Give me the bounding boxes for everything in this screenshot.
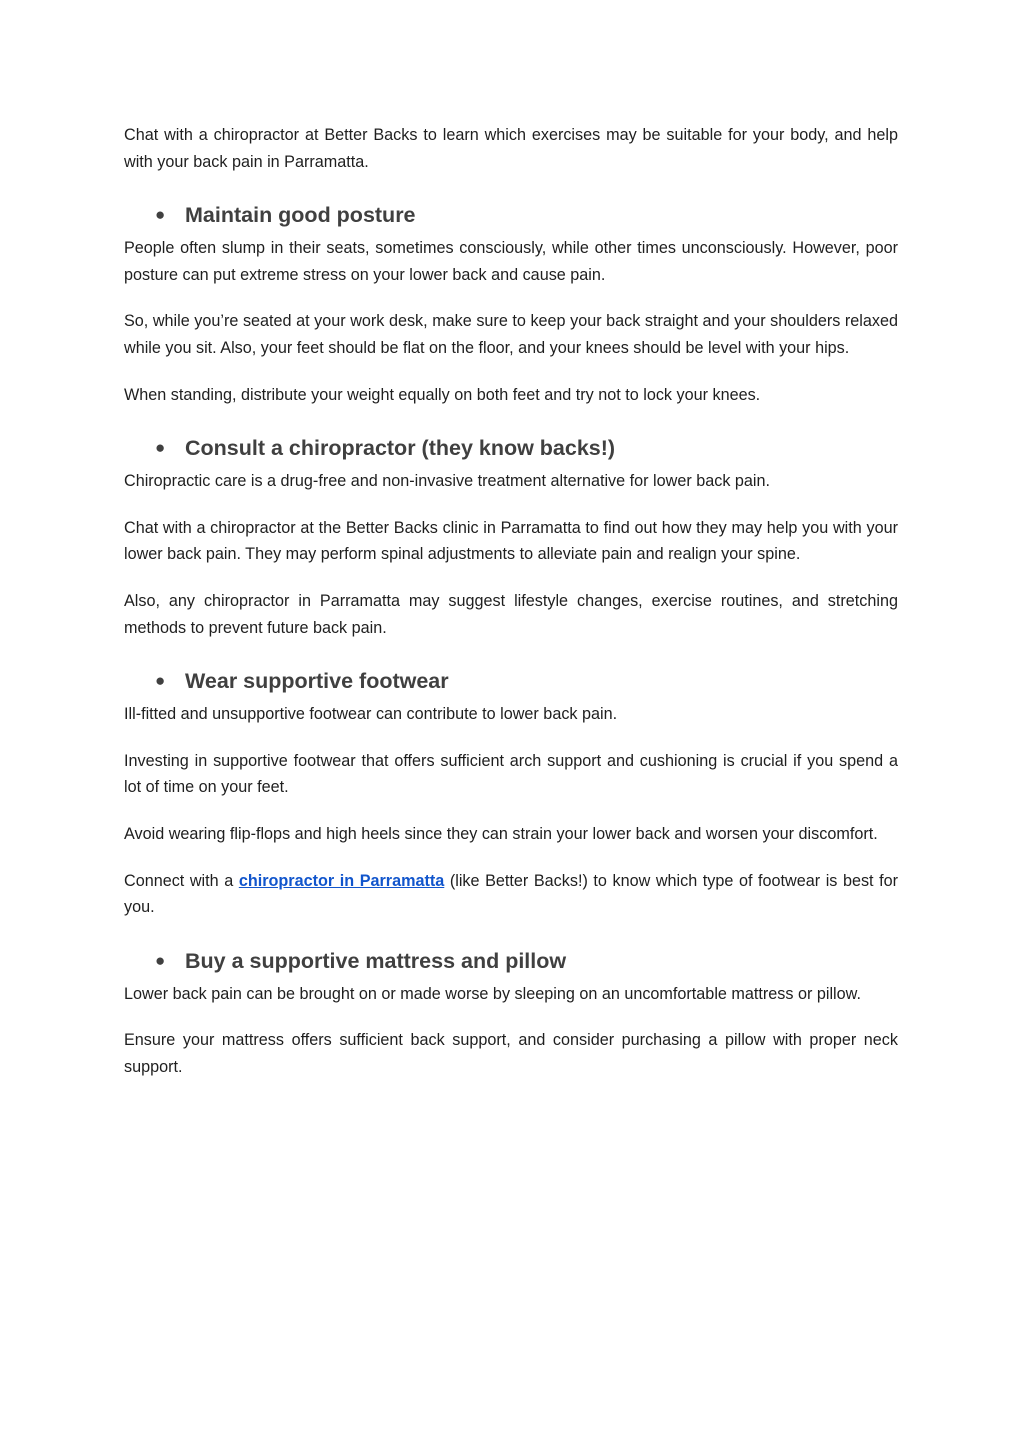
heading-consult-a-chiropractor xyxy=(124,428,898,468)
bullet-icon: ● xyxy=(155,438,166,458)
bullet-icon: ● xyxy=(155,205,166,225)
paragraph: Also, any chiropractor in Parramatta may suggest lifestyle changes, exercise routines, and stretching methods to prevent future back pain. xyxy=(124,591,898,637)
heading-text: Consult a chiropractor (they know backs!) xyxy=(185,436,616,461)
document-page xyxy=(124,122,898,1100)
chiropractor-in-parramatta-link[interactable]: chiropractor in Parramatta xyxy=(238,871,445,890)
paragraph: People often slump in their seats, sometimes consciously, while other times unconsciously. However, poor posture can put extreme stress on your lower back and cause pain. xyxy=(124,239,898,284)
bullet-icon: ● xyxy=(155,671,166,691)
heading-text: Buy a supportive mattress and pillow xyxy=(185,948,567,973)
heading-buy-supportive-mattress-and-pillow xyxy=(124,941,898,981)
paragraph: Chat with a chiropractor at the Better Backs clinic in Parramatta to find out how they may help you with your lower back pain. They may perform spinal adjustments to alleviate pain and realign your spine. xyxy=(124,518,898,564)
paragraph: Lower back pain can be brought on or made worse by sleeping on an uncomfortable mattress or pillow. xyxy=(124,984,861,1003)
link-lead-text: Connect with a xyxy=(124,871,239,890)
bullet-icon: ● xyxy=(155,950,166,970)
paragraph: When standing, distribute your weight equally on both feet and try not to lock your knees. xyxy=(124,385,761,404)
heading-text: Maintain good posture xyxy=(185,203,416,228)
link-trail-text: (like Better Backs!) to know which type of footwear is best for you. xyxy=(124,871,899,917)
heading-text: Wear supportive footwear xyxy=(185,669,449,694)
heading-maintain-good-posture xyxy=(124,195,898,235)
paragraph: Ensure your mattress offers sufficient back support, and consider purchasing a pillow with proper neck support. xyxy=(124,1031,898,1076)
paragraph-with-link xyxy=(124,868,898,921)
paragraph: Avoid wearing flip-flops and high heels since they can strain your lower back and worsen your discomfort. xyxy=(124,824,878,843)
paragraph: Chiropractic care is a drug-free and non-invasive treatment alternative for lower back pain. xyxy=(124,472,771,491)
paragraph: So, while you’re seated at your work desk, make sure to keep your back straight and your shoulders relaxed while you sit. Also, your feet should be flat on the floor, and your knees should be level with your hips. xyxy=(124,312,898,357)
paragraph: Investing in supportive footwear that offers sufficient arch support and cushioning is crucial if you spend a lot of time on your feet. xyxy=(124,751,898,797)
intro-paragraph: Chat with a chiropractor at Better Backs to learn which exercises may be suitable for your body, and help with your back pain in Parramatta. xyxy=(124,126,898,171)
paragraph: Ill-fitted and unsupportive footwear can contribute to lower back pain. xyxy=(124,705,618,724)
heading-wear-supportive-footwear xyxy=(124,661,898,701)
